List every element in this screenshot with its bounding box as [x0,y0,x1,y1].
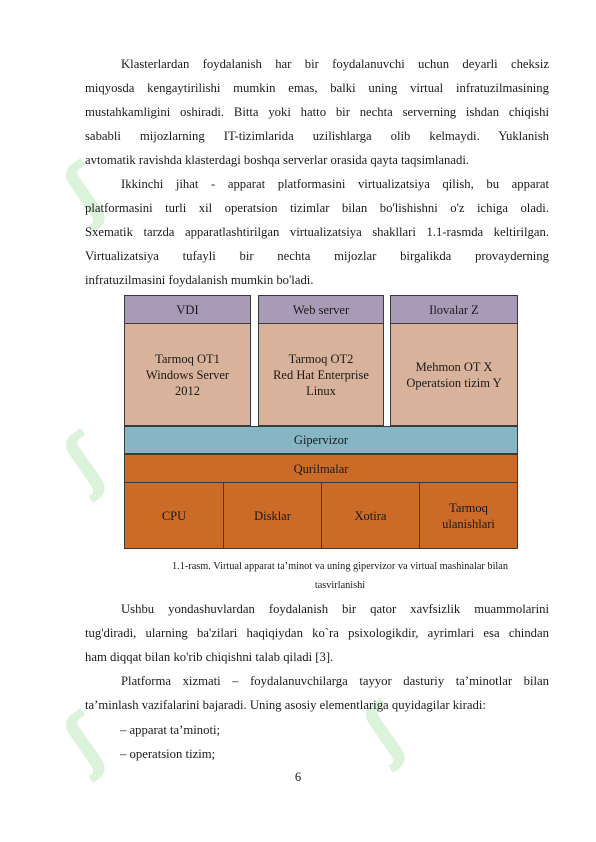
devices-layer: Qurilmalar [124,454,518,483]
os-line: Windows Server [145,367,230,382]
text-line: avtomatik ravishda klasterdagi boshqa serverlar orasida qayta taqsimlanadi. [85,153,470,168]
paragraph-platform-service [85,669,549,717]
header-web-server: Web server [258,295,384,324]
text-line: Ikkinchi jihat - apparat platformasini virtualizatsiya qilish, bu apparat [121,177,549,191]
header-ilovalar: Ilovalar Z [390,295,518,324]
figure-caption [120,557,560,595]
list-item: – apparat ta’minoti; [120,723,221,737]
watermark-logo-icon: ʃ [49,149,120,233]
text-line: Klasterlardan foydalanish har bir foydalanuvchi uchun deyarli cheksiz [121,57,549,71]
text-line: platformasini turli xil operatsion tizimlar bilan bo'lishishni o'z ichiga oladi. [85,201,549,216]
header-vdi: VDI [124,295,251,324]
text-line: ham diqqat bilan ko'rib chiqishni talab qiladi [3]. [85,650,334,665]
hypervisor-layer: Gipervizor [124,426,518,454]
os-line: Operatsion tizim Y [406,375,502,390]
resource-cpu: CPU [124,482,224,549]
os-line: Red Hat Enterprise [273,367,369,382]
os-box-3 [390,323,518,426]
watermark-logo-icon: ʃ [49,419,120,503]
caption-line: tasvirlanishi [314,580,366,591]
os-line: Tarmoq OT1 [155,351,220,366]
os-line: Mehmon OT X [415,359,493,374]
text-line: sababli mijozlarning IT-tizimlarida uzilishlarga olib kelmaydi. Yuklanish [85,129,549,144]
resource-memory: Xotira [321,482,420,549]
paragraph-security [85,597,549,669]
text-line: Sxematik tarzda apparatlashtirilgan virtualizatsiya shakllari 1.1-rasmda keltirilgan. [85,225,549,240]
watermark-logo-icon: ʃ [49,699,120,783]
text-line: Ushbu yondashuvlardan foydalanish bir qator xavfsizlik muammolarini [121,602,549,616]
page-number: 6 [294,770,302,784]
text-line: miqyosda kengaytirilishi mumkin emas, balki uning virtual infratuzilmasining [85,81,549,96]
caption-line: 1.1-rasm. Virtual apparat ta’minot va uning gipervizor va virtual mashinalar bilan [171,561,509,572]
virtualization-diagram [124,295,518,549]
watermark-logo-icon: ʃ [349,689,420,773]
os-line: 2012 [174,383,200,398]
text-line: tug'diradi, ularning ba'zilari haqiqiydan ko`ra psixologikdir, ayrimlari esa chindan [85,626,549,641]
os-line: Linux [306,383,336,398]
os-line: Tarmoq OT2 [288,351,354,366]
paragraph-virtualization [85,172,549,292]
text-line: infratuzilmasini foydalanish mumkin bo'ladi. [85,273,314,288]
text-line: mustahkamligini oshiradi. Bitta yoki hatto bir nechta serverning ishdan chiqishi [85,105,549,120]
text-line: Virtualizatsiya tufayli bir nechta mijozlar birgalikda provayderning [85,249,549,264]
text-line: ta’minlash vazifalarini bajaradi. Uning asosiy elementlariga quyidagilar kiradi: [85,698,486,713]
resource-disks: Disklar [223,482,322,549]
os-box-1 [124,323,251,426]
os-box-2 [258,323,384,426]
list-item: – operatsion tizim; [120,747,216,761]
resource-network: Tarmoq ulanishlari [419,482,518,549]
paragraph-clusters [85,52,549,172]
text-line: Platforma xizmati – foydalanuvchilarga tayyor dasturiy ta’minotlar bilan [121,674,549,688]
